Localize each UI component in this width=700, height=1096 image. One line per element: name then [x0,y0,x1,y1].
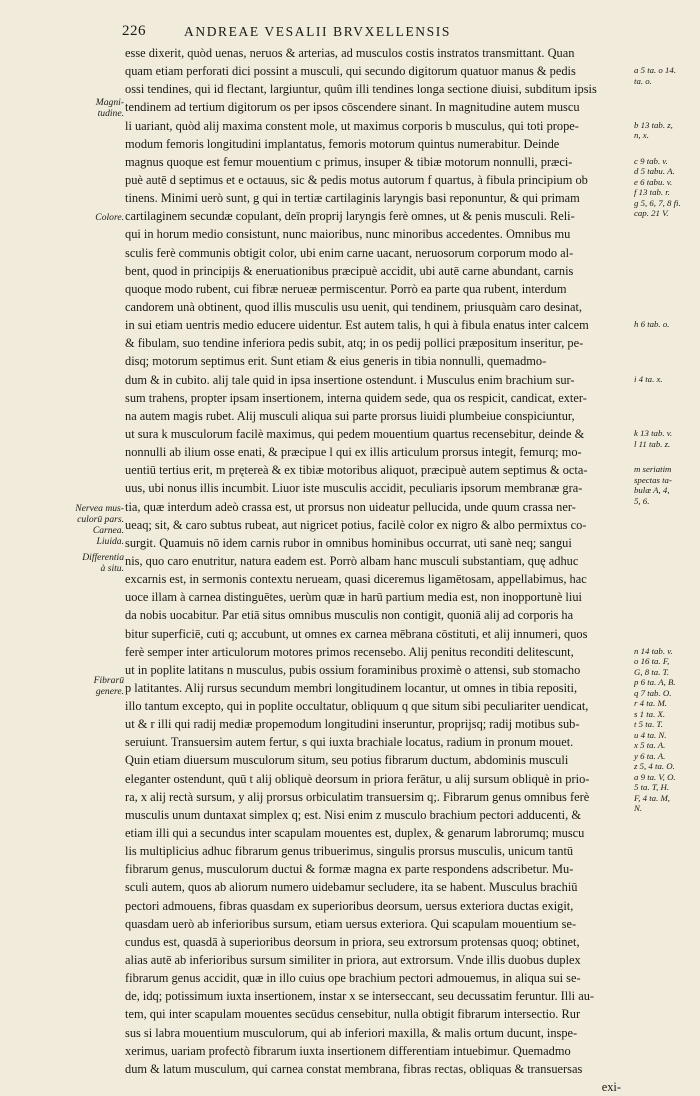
reference-note-n [634,646,694,814]
text-line: excarnis est, in sermonis contextu nerueam, quasi diceremus ligamētosam, appellabimus, hac [125,572,587,587]
reference-line: g 5, 6, 7, 8 fi. [634,197,681,208]
reference-note-h [634,319,694,330]
text-line: ferè semper inter articulorum motores primos recensebo. Alij penitus reconditi delitescunt, [125,644,574,659]
text-line: da nobis uocabitur. Par etiā situs omnibus musculis non contigit, quoniā alij ad corporis ha [125,608,574,623]
page-number: 226 [122,23,146,39]
text-line: candorem unà obtinent, quod illis musculis usu uenit, qui tendinem, priusquàm caro desinat, [125,299,582,314]
text-line: in sui etiam uentris medio educere uidentur. Est autem talis, h qui à fibula enatus inter calcem [125,318,589,333]
margin-note-line: Fibrarū [93,675,124,686]
reference-line: u 4 ta. N. [634,729,667,740]
text-line: p latitantes. Alij rursus secundum membri longitudinem locantur, ut omnes in tibia repositi, [125,680,578,695]
text-line: ueaq; sit, & caro subtus rubeat, aut nigricet potius, facilè color ex nigro & albo permixtus co- [125,517,587,532]
reference-note-i [634,374,694,385]
reference-line: bulæ A, 4, [634,485,670,496]
text-line: sculi autem, quos ab aliorum numero uidebamur secludere, ita se habent. Musculus brachiū [125,880,578,895]
text-line: musculis unum duntaxat simplex q; est. Nisi enim z musculo brachium pectori adducenti, & [125,807,581,822]
text-line: qui in horum medio consistunt, nunc maioribus, nunc minoribus accedentes. Omnibus mu [125,227,571,242]
reference-line: 5, 6. [634,495,650,506]
reference-line: q 7 tab. O. [634,687,672,698]
text-line: quoque modo rubent, cui fibræ nerueæ permiscentur. Porrò ea parte qua rubent, interdum [125,281,567,296]
margin-note-line: Differentia [82,552,124,563]
text-line: surgit. Quamuis nō idem carnis rubor in omnibus hominibus occurrat, uti sanè neq; sangui [125,535,572,550]
margin-note-colore [54,212,124,223]
catchword: exi- [601,1080,621,1095]
reference-line: y 6 ta. A. [634,750,666,761]
margin-note-fibrarum [54,675,124,697]
text-line: tia, quæ interdum adeò crassa est, ut prorsus non uideatur pellucida, unde quum crassa ner- [125,499,576,514]
margin-note-differentia [54,552,124,574]
margin-note-nervea [54,503,124,547]
text-line: ut sura k musculorum facilè maximus, qui pedem mouentium quartus recensebitur, deinde & [125,426,585,441]
reference-line: p 6 ta. A, B. [634,677,676,688]
text-line: uentiū tertius erit, m prętereà & ex tibiæ motoribus aliquot, præcipuè autem septimus & octa- [125,463,588,478]
reference-line: c 9 tab. v. [634,155,668,166]
margin-note-line: Magni- [95,97,124,108]
text-line: tinens. Minimi uerò sunt, g qui in tertiæ cartilaginis laryngis basi reponuntur, & qui primam [125,191,580,206]
text-line: seruiunt. Transuersim autem fertur, s qui iuxta brachiale locatus, radium in pronum mouet. [125,735,574,750]
text-line: li uariant, quòd alij maxima constent mole, ut maximus corporis b musculus, qui toti prope- [125,118,579,133]
text-line: uus, ubi nonus illis incumbit. Liuor iste musculis accidit, peculiaris ipsorum membranæ gra- [125,481,583,496]
text-line: bitur superficiē, cuti q; accubunt, ut omnes ex carnea mēbrana cōstituti, et alij innumeri, quos [125,626,588,641]
text-line: sculis ferè communis obtigit color, ubi enim carne uacant, neruosorum corporum modo al- [125,245,574,260]
margin-note-magnitudine [54,97,124,119]
text-line: dum & in cubito. alij tale quid in ipsa insertione ostendunt. i Musculus enim brachium sur- [125,372,575,387]
reference-line: h 6 tab. o. [634,319,670,330]
reference-line: n 14 tab. v. [634,645,673,656]
reference-line: n, x. [634,130,649,141]
reference-line: z 5, 4 ta. O. [634,761,675,772]
margin-note-line: Liuida. [96,536,124,547]
text-line: pectori admouens, fibras quasdam ex superioribus deorsum, uersus exteriora ductas exigit, [125,898,574,913]
margin-note-line: à situ. [100,563,124,574]
text-line: uoce illam à carnea distinguētes, uerùm quæ in harū partium media est, non inopportunè liui [125,590,582,605]
text-line: ut in poplite latitans n musculus, pubis ossium foraminibus proximè o attensi, sub stomacho [125,662,581,677]
reference-line: t 5 ta. T. [634,719,663,730]
main-text-block [125,44,625,1096]
reference-note-c [634,156,694,219]
reference-line: m seriatim [634,464,672,475]
reference-line: o 16 ta. F, [634,656,670,667]
reference-line: x 5 ta. A. [634,740,666,751]
reference-note-m [634,464,694,506]
reference-line: N. [634,803,643,814]
page-header [122,23,642,43]
margin-note-line: tudine. [97,108,124,119]
text-line: illo tantum excepto, qui in poplite occultatur, obliquum q que situm sibi peculiariter uendicat, [125,699,589,714]
margin-note-line: Carnea. [92,525,124,536]
reference-note-a [634,65,694,86]
reference-line: 5 ta. T, H. [634,782,670,793]
reference-line: b 13 tab. z, [634,119,673,130]
reference-line: r 4 ta. M. [634,698,667,709]
text-line: na autem magis rubet. Alij musculi aliqua sui parte prorsus liuidi plumbeiue conspiciuntur, [125,408,575,423]
reference-line: a 9 ta. V, O. [634,771,676,782]
text-line: alias autē ab inferioribus sursum similiter in priora, aut extrorsum. Vnde illis duobus duplex [125,953,581,968]
reference-line: F, 4 ta. M, [634,792,671,803]
reference-line: ta. o. [634,75,652,86]
text-line: disq; motorum septimus erit. Sunt etiam & eius generis in tibia nonnulli, quemadmo- [125,354,547,369]
reference-line: cap. 21 V. [634,208,669,219]
text-line: xerimus, uariam profectò fibrarum iuxta insertionem differentiam intuebimur. Quemadmo [125,1043,571,1058]
text-line: sum trahens, propter ipsam insertionem, interna quidem sede, qua os respicit, candicat, exter- [125,390,587,405]
text-line: nonnulli ab ilium osse enati, & præcipue l qui ex illis articulum prorsus integit, femurq; mo- [125,445,582,460]
text-line: ra, x alij rectà sursum, y alij prorsus orbiculatim transuersim q;. Fibrarum genus omnibus ferè [125,789,590,804]
reference-line: d 5 tabu. A. [634,166,675,177]
margin-note-line: genere. [95,686,124,697]
text-line: nis, quo caro enutritur, natura eadem est. Porrò albam hanc musculi substantiam, quę adhuc [125,553,579,568]
text-line: ossi tendines, qui id flectant, largiuntur, quûm illi tendines longa sectione diuisi, subditum ipsis [125,82,597,97]
reference-note-k [634,428,694,449]
text-line: esse dixerit, quòd uenas, neruos & arterias, ad musculos costis instratos transmittant. Quan [125,46,575,60]
reference-line: G, 8 ta. T. [634,666,670,677]
text-line: dum & latum musculum, qui carnea constat membrana, fibras rectas, obliquas & transuersas [125,1061,583,1076]
text-line: bent, quod in principijs & eneruationibus præcipuè accidit, ubi autē carne abundant, carnis [125,263,574,278]
reference-line: a 5 ta. o 14. [634,65,677,76]
text-line: & fibulam, suo tendine inferiora pedis subit, atq; in os pedij pollici præpositum inseritur, pe- [125,336,584,351]
text-line: eleganter ostendunt, quū t alij obliquè deorsum in priora ferātur, u alij sursum obliquè in prio- [125,771,590,786]
reference-line: s 1 ta. X. [634,708,666,719]
reference-line: k 13 tab. v. [634,428,673,439]
running-title: ANDREAE VESALII BRVXELLENSIS [184,24,451,39]
reference-line: spectas ta- [634,474,672,485]
text-line: de, idq; potissimum iuxta insertionem, instar x se interseccant, seu decussatim feruntur. Illi au- [125,989,595,1004]
margin-note-line: Nervea mus- [75,503,124,514]
text-line: cundus est, quasdā à superioribus deorsum in priora, seu extrorsum protensas quoq; obtinet, [125,934,580,949]
text-line: fibrarum genus accidit, quæ in illo cuius ope brachium pectori admouemus, in aliqua sui se- [125,971,581,986]
text-line: lis multiplicius adhuc fibrarum genus tribuerimus, singulis prorsus musculis, unicum tantū [125,844,574,859]
text-line: sus si labra mouentium musculorum, qui ab inferiori maxilla, & malis ortum ducunt, inspe- [125,1025,578,1040]
reference-line: l 11 tab. z. [634,438,671,449]
margin-note-line: culorū pars. [77,514,124,525]
text-line: Quin etiam diuersum musculorum situm, seu potius fibrarum ductum, abdominis musculi [125,753,569,768]
text-line: quam etiam perforati dici possint a musculi, qui secundo digitorum quatuor manus & pedis [125,64,576,79]
text-line: tem, qui inter scapulam mouentes secūdus censebitur, nulla obtigit fibrarum intersectio. Rur [125,1007,581,1022]
text-line: puè autē d septimus et e octauus, sic & pedis motus autorum f quartus, à fibula principium ob [125,172,588,187]
text-line: magnus quoque est femur mouentium c primus, insuper & tibiæ motorum nonnulli, præci- [125,154,573,169]
text-line: tendinem ad tertium digitorum os per ipsos cōscendere sinant. In magnitudine autem muscu [125,100,580,115]
margin-note-line: Colore. [95,212,124,223]
text-line: etiam illi qui a secundus inter scapulam mouentes est, duplex, & genarum labrorumq; muscu [125,826,585,841]
reference-line: i 4 ta. x. [634,373,663,384]
text-line: fibrarum genus, musculorum ductui & formæ magna ex parte respondens adscribetur. Mu- [125,862,574,877]
reference-note-b [634,120,694,141]
text-line: ut & r illi qui radij mediæ propemodum longitudini inseruntur, proprijsq; radij motibus sub- [125,717,580,732]
text-line: cartilaginem secundæ copulant, deīn proprij laryngis ferè omnes, ut & penis musculi. Reli- [125,209,575,224]
reference-line: e 6 tabu. v. [634,176,673,187]
text-line: quasdam uerò ab inferioribus sursum, etiam uersus exteriora. Qui scapulam mouentium se- [125,916,577,931]
reference-line: f 13 tab. r. [634,187,670,198]
text-line: modum femoris longitudini implantatus, femoris motorum quintus numerabitur. Deinde [125,136,560,151]
